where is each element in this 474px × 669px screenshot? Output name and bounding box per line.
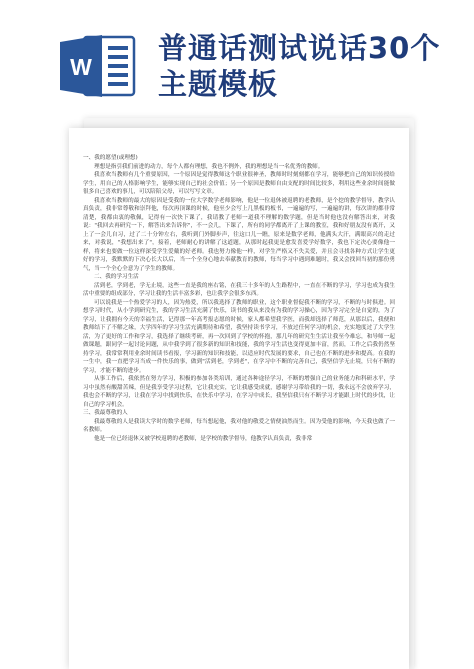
section-heading-3: 三、我最尊敬的人 xyxy=(83,410,128,416)
section-heading-2: 二、我的学习生活 xyxy=(94,274,139,280)
paragraph: 理想是指引我们前进的动力，每个人都有理想，我也不例外，我的理想是当一名优秀的教师。 xyxy=(94,163,324,170)
document-title: 普通话测试说话30个主题模板 xyxy=(158,31,441,101)
word-document-icon xyxy=(58,34,138,98)
paragraph: 活到老，学到老，学无止境，这些一直是我的座右铭，在我三十多年的人生路程中，一直在不断的学习，学习也成为我生活中重要的组成部分，学习让我的生活丰富多彩，也让我学会很多东西。 xyxy=(83,282,395,297)
paragraph: 他是一位已经退休又被学校返聘的老教师，是学校的教学督导，他教学认真负责，我非常 xyxy=(94,435,313,442)
paragraph: 我喜欢当教师有几个重要原因，一个原因是觉得教师这个职业很神圣，教师时时刻刻都在学习，能够把自己的知识传授给学生，用自己的人格影响学生，能够实现自己的社会价值；另一个原因是教师自由支配的时间比较多，利用这些业余时间能做很多自己喜欢的事儿，可以陪陪父母，可以写写文章。 xyxy=(83,172,395,195)
section-heading-1: 一、我的愿望(或理想) xyxy=(83,155,138,161)
paragraph: 从事工作后，我依然在努力学习，积极的参加各类培训，通过各种途径学习，不断的增强自己的业务能力和科研水平，学习中虽然有酸甜苦辣，但是我享受学习过程，它让我充实，它让我感受成就，感谢学习带给我的一切，我永远不会放弃学习，我也会不断的学习，让我在学习中找到快乐，在快乐中学习，在学习中成长，我坚信我只有不断学习才能跟上时代的步伐，让自己的学习机会。 xyxy=(83,376,395,408)
logo-letter: W xyxy=(70,54,92,80)
page-header xyxy=(0,0,474,118)
paragraph: 我喜欢当教师的最大的原因是受我的一位大学数学老师影响，他是一位退休被返聘的老教师，是个挖的教学督导，教学认真负责，我非常尊敬和崇拜他，每次再顶课的时候，他至少会写上几黑板的板书，一遍遍的写，一遍遍的讲，每次讲的都非常清楚，我都由衷的敬佩，记得有一次快下课了，我请教了老师一道我不理解的数学题，但是当时他也没有解答出来，对我说："我回去再研究一下，解答出来告诉你"，不一会儿，下课了，所有的同学都离开了上课的教室，我和好朋友没有离开，又上了一会儿自习，过了二十分钟左右，我听到门外脚步声，往这口儿一瞧，原来是数学老师，他满头大汗，满眼高兴的走过来，对我说，"我想出来了"，接着，老师耐心的讲解了这道题，从那时起我更是愈发喜爱学好数学，我也下定决心要像他一样，将来也要做一位这样深受学生爱戴的好老师。我也努力像他一样，对学生严格又不失关爱，并且会寻找各种方式让学生更好的学习，我默默的下决心长大以后，当一个全身心地去奉献教育的教师，每当学习中遇到难题时，我又会找回当初的那份勇气，当一个全心全意为了学生的教师。 xyxy=(83,197,395,272)
paragraph: 可以说我是一个热爱学习的人，因为热爱，所以我选择了教师的职业，这个职业督促我不断的学习，不断的与时俱进。回想学习时代，从小学到研究生，我的学习生活充满了快乐，读书的我从来没有为我的学习操心，因为学习完全是自觉的，为了学习，让我拥有今天的幸福生活，记得那一年高考报志愿的时候，家人都希望我学医，而我却选择了师范，从那以后，我便和教师结下了不解之缘，大学四年的学习生活充满期待和希望，我坚持读书学习，不放过任何学习的机会，充实地度过了大学生活，为了更好的工作和学习，我选择了继续考研，再一次回到了学校的怀抱，那几年的研究生生活让我至今难忘，和导师一起做课题，跟同学一起讨论问题，从中我学到了很多新的知识和技能，我的学习生活也变得更加丰富，然而，工作之后我仍然坚持学习，我常常利用业余时间读书看报，学习新的知识和技能，以适应时代发展的要求，自己也在不断的进步和提高。在我的一生中，我一直把学习当成一件快乐的事，做到"活到老，学到老"，在学习中不断的完善自己，我坚信学无止境，只有不断的学习，才能不断的进步。 xyxy=(83,299,395,374)
document-page xyxy=(69,128,409,669)
document-body xyxy=(83,154,395,443)
paragraph: 我最尊敬的人是我读大学时的数学老师，每当想起他，我对他的敬爱之情便油然而生。因为受他的影响，今天我也做了一名教师。 xyxy=(83,418,395,433)
